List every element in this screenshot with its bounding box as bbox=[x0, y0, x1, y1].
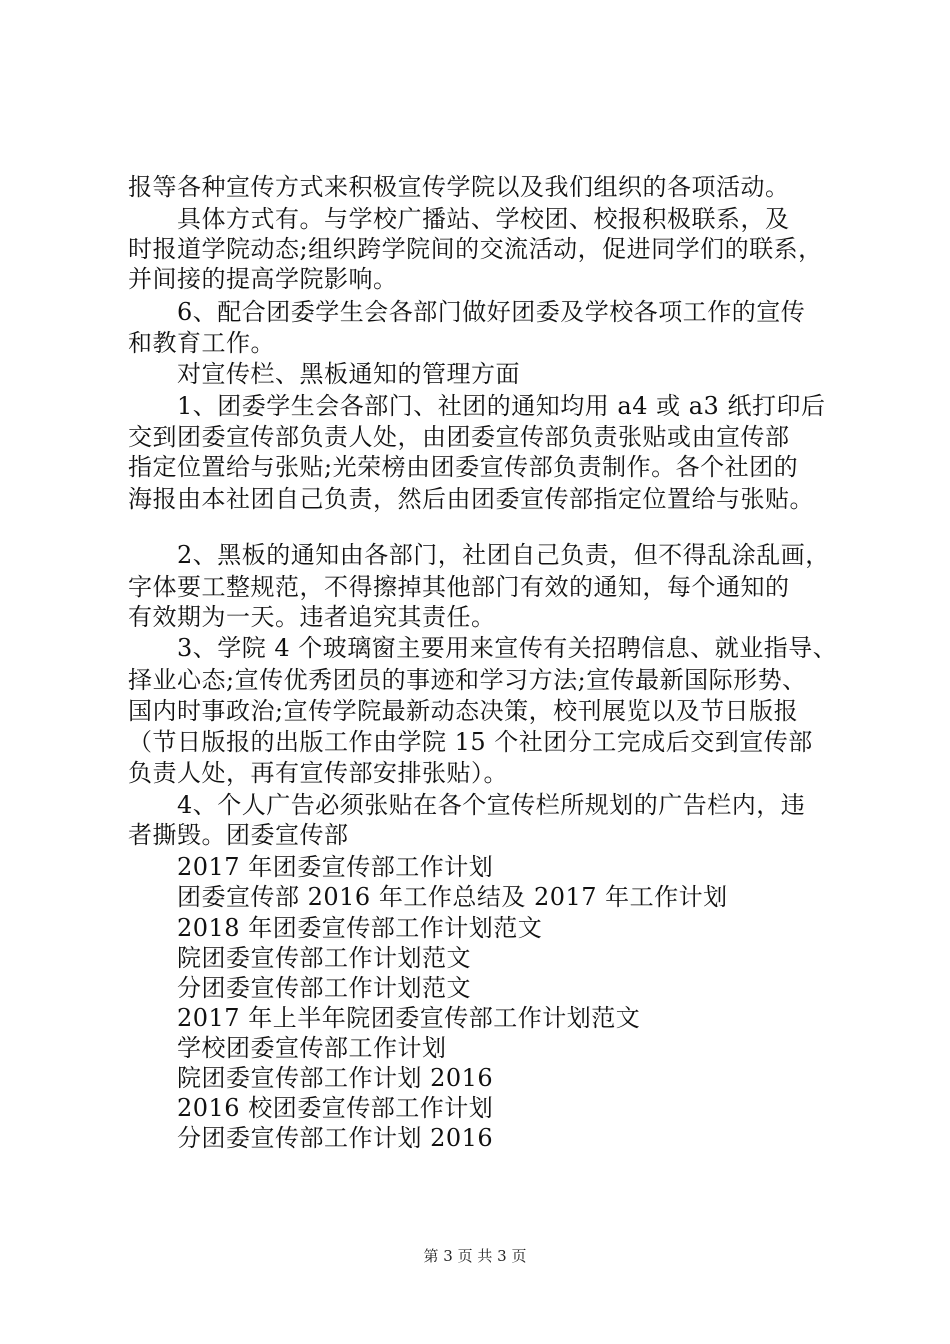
body-text-line: 报等各种宣传方式来积极宣传学院以及我们组织的各项活动。 bbox=[128, 173, 790, 201]
related-title-link[interactable]: 学校团委宣传部工作计划 bbox=[177, 1034, 447, 1062]
body-text-line: 字体要工整规范，不得擦掉其他部门有效的通知，每个通知的 bbox=[128, 573, 790, 601]
related-title-link[interactable]: 2017 年上半年院团委宣传部工作计划范文 bbox=[177, 1004, 641, 1032]
related-title-link[interactable]: 2017 年团委宣传部工作计划 bbox=[177, 853, 494, 881]
body-text-line: 海报由本社团自己负责，然后由团委宣传部指定位置给与张贴。 bbox=[128, 485, 814, 513]
body-text-line: 3、学院 4 个玻璃窗主要用来宣传有关招聘信息、就业指导、 bbox=[177, 634, 838, 662]
body-text-line: 6、配合团委学生会各部门做好团委及学校各项工作的宣传 bbox=[177, 298, 806, 326]
related-title-link[interactable]: 院团委宣传部工作计划 2016 bbox=[177, 1064, 494, 1092]
body-text-line: （节日版报的出版工作由学院 15 个社团分工完成后交到宣传部 bbox=[128, 728, 813, 756]
body-text-line: 指定位置给与张贴;光荣榜由团委宣传部负责制作。各个社团的 bbox=[128, 453, 799, 481]
body-text-line: 择业心态;宣传优秀团员的事迹和学习方法;宣传最新国际形势、 bbox=[128, 666, 807, 694]
body-text-line: 负责人处，再有宣传部安排张贴）。 bbox=[128, 759, 508, 787]
body-text-line: 具体方式有。与学校广播站、学校团、校报积极联系，及 bbox=[177, 205, 790, 233]
body-text-line: 者撕毁。团委宣传部 bbox=[128, 821, 349, 849]
body-text-line: 和教育工作。 bbox=[128, 329, 275, 357]
related-title-link[interactable]: 团委宣传部 2016 年工作总结及 2017 年工作计划 bbox=[177, 883, 728, 911]
related-title-link[interactable]: 2016 校团委宣传部工作计划 bbox=[177, 1094, 494, 1122]
related-title-link[interactable]: 分团委宣传部工作计划范文 bbox=[177, 974, 471, 1002]
body-text-line: 国内时事政治;宣传学院最新动态决策，校刊展览以及节日版报 bbox=[128, 697, 799, 725]
body-text-line: 4、个人广告必须张贴在各个宣传栏所规划的广告栏内，违 bbox=[177, 791, 806, 819]
related-title-link[interactable]: 院团委宣传部工作计划范文 bbox=[177, 944, 471, 972]
page-number-footer: 第 3 页 共 3 页 bbox=[423, 1247, 527, 1265]
body-text-line: 有效期为一天。违者追究其责任。 bbox=[128, 603, 496, 631]
body-text-line: 并间接的提高学院影响。 bbox=[128, 265, 398, 293]
body-text-line: 交到团委宣传部负责人处，由团委宣传部负责张贴或由宣传部 bbox=[128, 423, 790, 451]
related-title-link[interactable]: 分团委宣传部工作计划 2016 bbox=[177, 1124, 494, 1152]
body-text-line: 2、黑板的通知由各部门，社团自己负责，但不得乱涂乱画， bbox=[177, 541, 830, 569]
body-text-line: 时报道学院动态;组织跨学院间的交流活动，促进同学们的联系， bbox=[128, 235, 823, 263]
section-heading: 对宣传栏、黑板通知的管理方面 bbox=[177, 360, 520, 388]
related-title-link[interactable]: 2018 年团委宣传部工作计划范文 bbox=[177, 914, 543, 942]
body-text-line: 1、团委学生会各部门、社团的通知均用 a4 或 a3 纸打印后 bbox=[177, 392, 826, 420]
